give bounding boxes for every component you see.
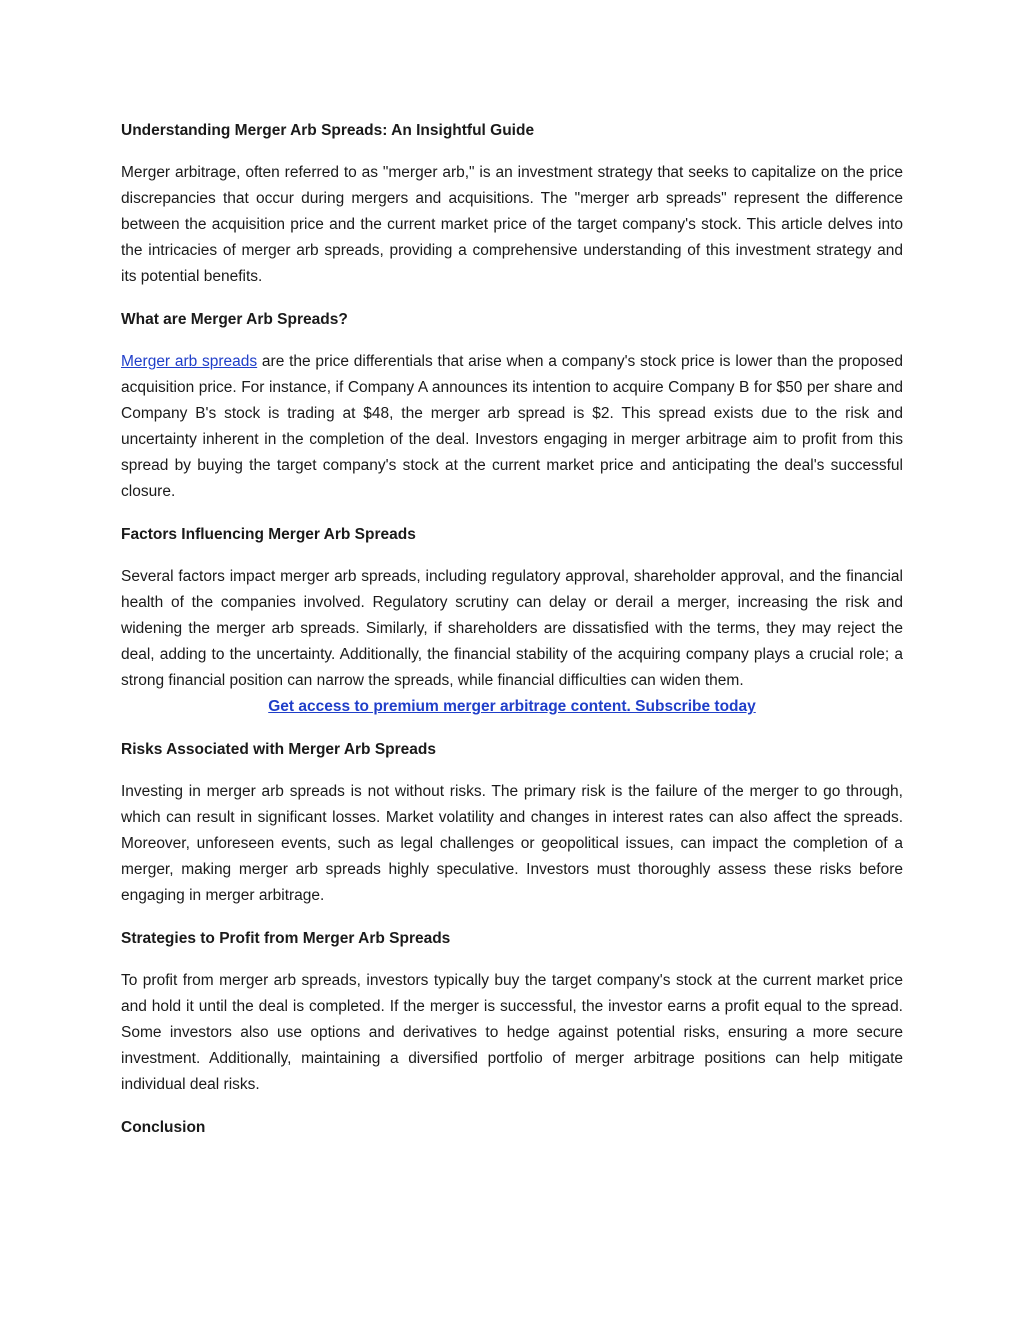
section-heading-factors: Factors Influencing Merger Arb Spreads	[121, 526, 416, 543]
risks-paragraph: Investing in merger arb spreads is not without risks. The primary risk is the failure of the merger to go through, which can result in significant losses. Market volatility and changes in interest rates can also affect the spreads. Moreover, unforeseen events, such as legal challenges or geopolitical issues, can impact the completion of a merger, making merger arb spreads highly speculative. Investors must thoroughly assess these risks before engaging in merger arbitrage.	[121, 783, 903, 904]
what-are-body: are the price differentials that arise when a company's stock price is lower than the proposed acquisition price. For instance, if Company A announces its intention to acquire Company B for $50 per share and Company B's stock is trading at $48, the merger arb spread is $2. This spread exists due to the risk and uncertainty inherent in the completion of the deal. Investors engaging in merger arbitrage aim to profit from this spread by buying the target company's stock at the current market price and anticipating the deal's successful closure.	[121, 353, 903, 500]
section-heading-what-are: What are Merger Arb Spreads?	[121, 311, 348, 328]
factors-paragraph: Several factors impact merger arb spreads, including regulatory approval, shareholder approval, and the financial health of the companies involved. Regulatory scrutiny can delay or derail a merger, increasing the risk and widening the merger arb spreads. Similarly, if shareholders are dissatisfied with the terms, they may reject the deal, adding to the uncertainty. Additionally, the financial stability of the acquiring company plays a crucial role; a strong financial position can narrow the spreads, while financial difficulties can widen them.	[121, 568, 903, 689]
section-heading-strategies: Strategies to Profit from Merger Arb Spreads	[121, 930, 451, 947]
subscribe-cta	[121, 694, 903, 720]
subscribe-link[interactable]: Get access to premium merger arbitrage content. Subscribe today	[268, 698, 756, 715]
section-heading-conclusion: Conclusion	[121, 1119, 206, 1136]
document-page	[121, 118, 903, 1141]
intro-paragraph: Merger arbitrage, often referred to as "merger arb," is an investment strategy that seeks to capitalize on the price discrepancies that occur during mergers and acquisitions. The "merger arb spreads" represent the difference between the acquisition price and the current market price of the target company's stock. This article delves into the intricacies of merger arb spreads, providing a comprehensive understanding of this investment strategy and its potential benefits.	[121, 164, 903, 285]
merger-arb-spreads-link[interactable]: Merger arb spreads	[121, 353, 258, 370]
section-heading-risks: Risks Associated with Merger Arb Spreads	[121, 741, 436, 758]
strategies-paragraph: To profit from merger arb spreads, investors typically buy the target company's stock at the current market price and hold it until the deal is completed. If the merger is successful, the investor earns a profit equal to the spread. Some investors also use options and derivatives to hedge against potential risks, ensuring a more secure investment. Additionally, maintaining a diversified portfolio of merger arbitrage positions can help mitigate individual deal risks.	[121, 972, 903, 1093]
what-are-paragraph	[121, 349, 903, 505]
article-title: Understanding Merger Arb Spreads: An Insightful Guide	[121, 122, 535, 139]
